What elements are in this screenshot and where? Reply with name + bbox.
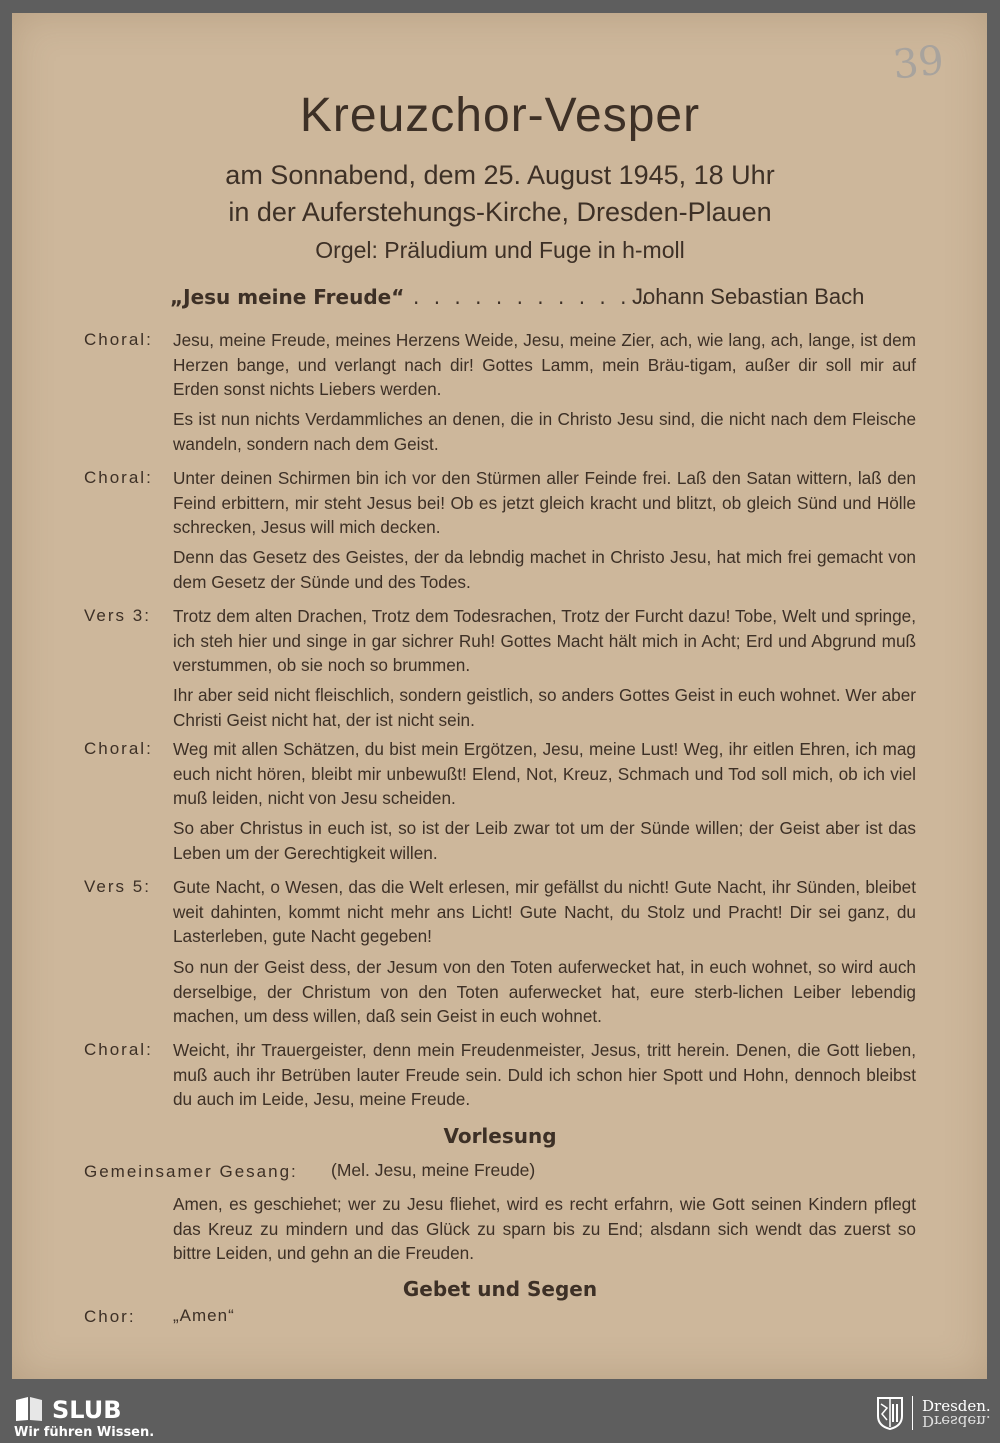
date-line: am Sonnabend, dem 25. August 1945, 18 Uhr [225,160,775,190]
book-icon [14,1396,44,1422]
melody-note: (Mel. Jesu, meine Freude) [331,1160,536,1180]
motet-composer: Johann Sebastian Bach [632,284,865,309]
verse-text: Trotz dem alten Drachen, Trotz dem Todesrachen, Trotz der Furcht dazu! Tobe, Welt und springe, ich steh hier und singe in gar sichrer Ruh! Gottes Macht hält mich in Acht; Erd und Abgrund muß verstummen, ob sie noch so brummen. [173,606,916,675]
motet-leader-dots: . . . . . . . . . . . . [413,285,652,309]
choral-text: Weg mit allen Schätzen, du bist mein Ergötzen, Jesu, meine Lust! Weg, ihr eitlen Ehren, ich mag euch nicht hören, bleibt mir unbewußt! Elend, Not, Kreuz, Schmach und Tod soll mich, ob ich viel muß leiden, nicht von Jesu scheiden. [173,739,916,808]
city-seal-icon [876,1396,904,1430]
page-number: 39 [890,37,947,89]
scripture-reading: So nun der Geist dess, der Jesum von den Toten auferwecket hat, in euch wohnet, so wird auch derselbige, der Christum von den Toten auferwecket hat, eure sterb-lichen Leiber lebendig machen, um dess willen, daß sein Geist in euch wohnet. [173,957,916,1026]
lecture-heading: Vorlesung [443,1124,557,1148]
scripture-reading: Ihr aber seid nicht fleischlich, sondern geistlich, so anders Gottes Geist in euch wohnet. Wer aber Christi Geist nicht hat, der ist nicht sein. [173,685,916,730]
verse-text: Gute Nacht, o Wesen, das die Welt erlesen, mir gefällst du nicht! Gute Nacht, ihr Sünden, bleibet weit dahinten, kommt nicht mehr ans Licht! Gute Nacht, du Stolz und Pracht! Dir sei ganz, du Lasterleben, gute Nacht gegeben! [173,877,916,946]
choir-text: „Amen“ [173,1306,235,1325]
library-name[interactable]: SLUB [52,1396,122,1424]
page-title: Kreuzchor-Vesper [299,89,701,142]
scripture-reading: Es ist nun nichts Verdammliches an denen, die in Christo Jesu sind, die nicht nach dem Fleische wandeln, sondern nach dem Geist. [173,409,916,454]
congregation-text: Amen, es geschiehet; wer zu Jesu fliehet, wird es recht erfahrn, wie Gott seinen Kindern pflegt das Kreuz zu mindern und das Glück zu sparn bis zu End; alsdann sich wendt das zuerst so bittre Leiden, und gehn an die Freuden. [173,1194,916,1263]
city-name[interactable]: Dresden. [922,1397,991,1415]
footer-divider [912,1396,913,1430]
choral-text: Unter deinen Schirmen bin ich vor den Stürmen aller Feinde frei. Laß den Satan wittern, laß den Feind erbittern, mir steht Jesus bei! Ob es jetzt gleich kracht und blitzt, ob gleich Sünd und Hölle schrecken, Jesus will mich decken. [173,468,916,537]
section-label: Choral: [84,468,153,487]
congregation-label: Gemeinsamer Gesang: [84,1162,298,1181]
choral-text: Weicht, ihr Trauergeister, denn mein Freudenmeister, Jesus, tritt herein. Denen, die Gott lieben, muß auch ihr Betrüben lauter Freude sein. Duld ich schon hier Spott und Hohn, dennoch bleibst du auch im Leide, Jesu, meine Freude. [173,1040,916,1109]
library-slogan: Wir führen Wissen. [14,1425,155,1440]
section-label: Vers 3: [84,606,151,625]
prayer-heading: Gebet und Segen [402,1277,598,1301]
choral-text: Jesu, meine Freude, meines Herzens Weide, Jesu, meine Zier, ach, wie lang, ach, lange, ist dem Herzen bange, und verlangt nach dir! Gottes Lamm, mein Bräu-tigam, außer dir soll mir auf Erden sonst nichts Liebers werden. [173,330,916,399]
motet-title: „Jesu meine Freude“ [170,285,405,309]
choir-label: Chor: [84,1307,136,1326]
section-label: Choral: [84,330,153,349]
city-name-reflection: Dresden. [922,1412,991,1430]
section-label: Choral: [84,1040,153,1059]
section-label: Vers 5: [84,877,151,896]
scripture-reading: Denn das Gesetz des Geistes, der da lebndig machet in Christo Jesu, hat mich frei gemacht von dem Gesetz der Sünde und des Todes. [173,547,916,592]
place-line: in der Auferstehungs-Kirche, Dresden-Plauen [228,197,772,227]
section-label: Choral: [84,739,153,758]
scripture-reading: So aber Christus in euch ist, so ist der Leib zwar tot um der Sünde willen; der Geist aber ist das Leben um der Gerechtigkeit willen. [173,818,916,863]
organ-line: Orgel: Präludium und Fuge in h-moll [315,237,685,263]
